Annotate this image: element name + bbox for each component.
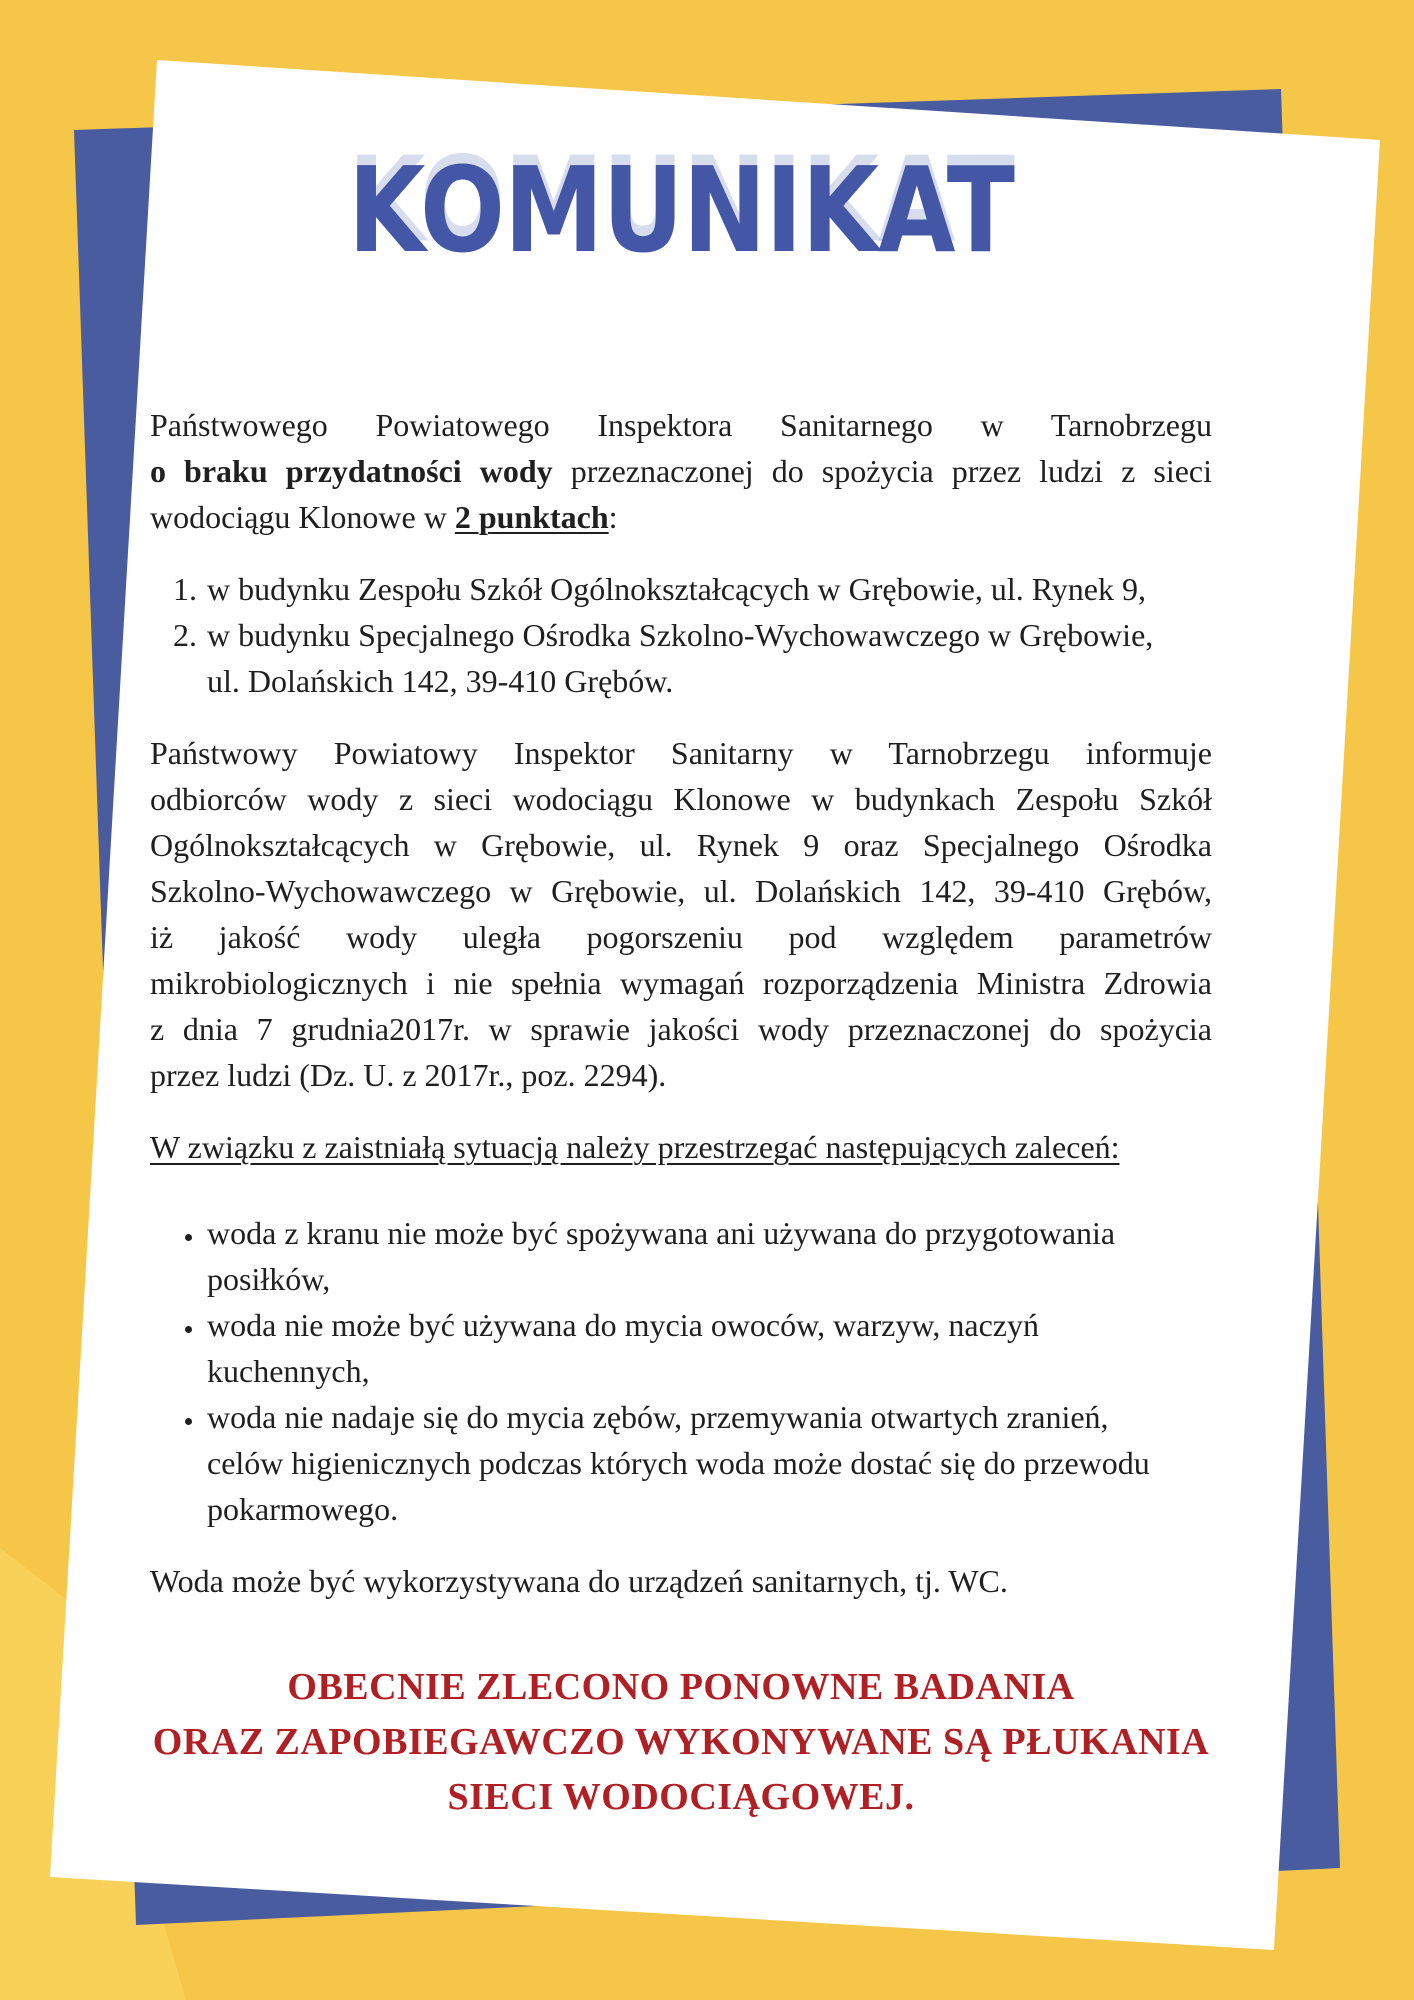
body-line-4: Szkolno-Wychowawczego w Grębowie, ul. Dolańskich 142, 39-410 Grębów, bbox=[150, 873, 1212, 909]
recommendation-3-line-3: pokarmowego. bbox=[207, 1491, 399, 1527]
recommendation-1-line-2: posiłków, bbox=[207, 1261, 331, 1297]
intro-line-3 bbox=[150, 494, 1212, 540]
body-line-5: iż jakość wody uległa pogorszeniu pod względem parametrów bbox=[150, 919, 1212, 955]
location-2-line-1: 2. w budynku Specjalnego Ośrodka Szkolno-Wychowawczego w Grębowie, bbox=[207, 617, 1154, 653]
recommendation-item-1 bbox=[205, 1210, 1212, 1302]
poster-title: KOMUNIKAT bbox=[348, 141, 1014, 280]
location-2-line-2: ul. Dolańskich 142, 39-410 Grębów. bbox=[207, 663, 674, 699]
alert-line-2: ORAZ ZAPOBIEGAWCZO WYKONYWANE SĄ PŁUKANIA bbox=[152, 1721, 1210, 1763]
location-item-2 bbox=[205, 612, 1212, 704]
body-line-7: z dnia 7 grudnia2017r. w sprawie jakości wody przeznaczonej do spożycia bbox=[150, 1011, 1212, 1047]
intro-bold-phrase: o braku przydatności wody bbox=[150, 453, 553, 489]
recommendation-item-2 bbox=[205, 1302, 1212, 1394]
recommendation-1-line-1: • woda z kranu nie może być spożywana ani używana do przygotowania bbox=[207, 1215, 1116, 1251]
alert-line-1: OBECNIE ZLECONO PONOWNE BADANIA bbox=[287, 1666, 1075, 1708]
body-line-1: Państwowy Powiatowy Inspektor Sanitarny w Tarnobrzegu informuje bbox=[150, 735, 1212, 771]
body-line-6: mikrobiologicznych i nie spełnia wymagań rozporządzenia Ministra Zdrowia bbox=[150, 965, 1212, 1001]
alert-line-3: SIECI WODOCIĄGOWEJ. bbox=[447, 1776, 915, 1818]
body-paragraph bbox=[150, 730, 1212, 1098]
location-item-1 bbox=[205, 566, 1212, 612]
poster-title-area bbox=[150, 141, 1212, 280]
recommendation-3-line-1: • woda nie nadaje się do mycia zębów, przemywania otwartych zranień, bbox=[207, 1399, 1109, 1435]
intro-line-2-rest: przeznaczonej do spożycia przez ludzi z sieci bbox=[552, 453, 1213, 489]
recommendation-2-line-2: kuchennych, bbox=[207, 1353, 370, 1389]
intro-line-3-end: : bbox=[608, 499, 618, 535]
body-line-3: Ogólnokształcących w Grębowie, ul. Rynek 9 oraz Specjalnego Ośrodka bbox=[150, 827, 1212, 863]
recommendations-heading: W związku z zaistniałą sytuacją należy przestrzegać następujących zaleceń: bbox=[150, 1129, 1120, 1165]
location-1-line-1: 1. w budynku Zespołu Szkół Ogólnokształcących w Grębowie, ul. Rynek 9, bbox=[207, 571, 1146, 607]
recommendation-item-3 bbox=[205, 1394, 1212, 1532]
intro-paragraph bbox=[150, 402, 1212, 540]
body-line-8: przez ludzi (Dz. U. z 2017r., poz. 2294). bbox=[150, 1057, 667, 1093]
intro-line-3-start: wodociągu Klonowe w bbox=[150, 499, 455, 535]
recommendations-list bbox=[150, 1210, 1212, 1532]
poster-text-block bbox=[150, 402, 1212, 1825]
intro-line-1: Państwowego Powiatowego Inspektora Sanitarnego w Tarnobrzegu bbox=[150, 407, 1212, 443]
intro-line-2 bbox=[150, 448, 1212, 494]
body-line-2: odbiorców wody z sieci wodociągu Klonowe w budynkach Zespołu Szkół bbox=[150, 781, 1212, 817]
recommendation-2-line-1: • woda nie może być używana do mycia owoców, warzyw, naczyń bbox=[207, 1307, 1039, 1343]
locations-list bbox=[150, 566, 1212, 704]
sanitary-note: Woda może być wykorzystywana do urządzeń sanitarnych, tj. WC. bbox=[150, 1563, 1008, 1599]
alert-text bbox=[150, 1660, 1212, 1825]
recommendation-3-line-2: celów higienicznych podczas których woda może dostać się do przewodu bbox=[207, 1445, 1150, 1481]
intro-points-count: 2 punktach bbox=[454, 499, 609, 535]
